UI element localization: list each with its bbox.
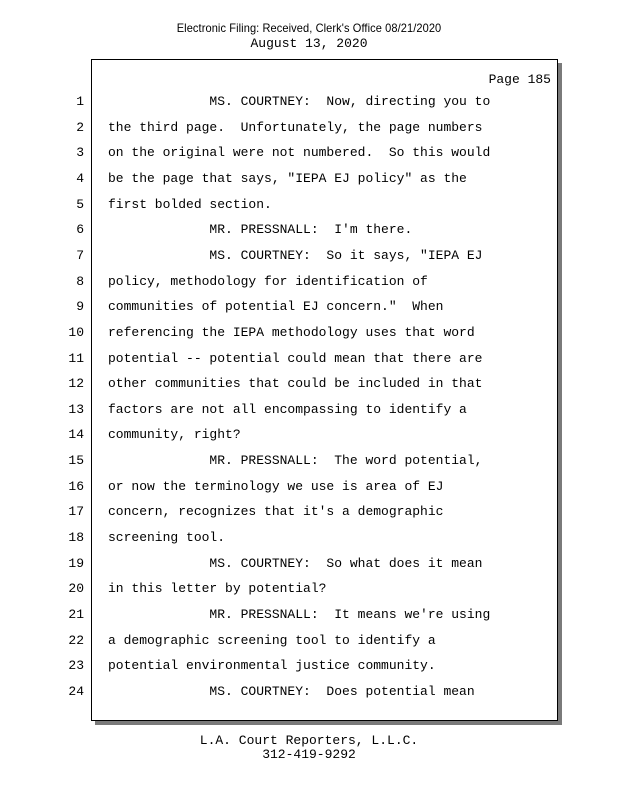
- transcript-line: [0, 528, 618, 548]
- transcript-line: [0, 502, 618, 522]
- line-text: MS. COURTNEY: So what does it mean: [108, 555, 483, 571]
- line-text: communities of potential EJ concern." When: [108, 299, 444, 315]
- line-text: the third page. Unfortunately, the page numbers: [108, 119, 483, 135]
- transcript-line: [0, 272, 618, 292]
- line-number: 19: [68, 555, 84, 571]
- line-text: community, right?: [108, 427, 241, 443]
- transcript-line: [0, 451, 618, 471]
- line-number: 7: [76, 247, 84, 263]
- line-text: concern, recognizes that it's a demographic: [108, 504, 444, 520]
- transcript-line: [0, 246, 618, 266]
- line-number: 24: [68, 683, 84, 699]
- transcript-line: [0, 374, 618, 394]
- line-text: other communities that could be included in that: [108, 376, 483, 392]
- line-number: 22: [68, 632, 84, 648]
- line-number: 15: [68, 453, 84, 469]
- transcript-line: [0, 143, 618, 163]
- transcript-date: August 13, 2020: [250, 36, 368, 51]
- line-text: referencing the IEPA methodology uses that word: [108, 324, 475, 340]
- footer-phone: 312-419-9292: [262, 747, 356, 762]
- transcript-line: [0, 631, 618, 651]
- line-number: 16: [68, 478, 84, 494]
- transcript-line: [0, 579, 618, 599]
- line-text: potential environmental justice community.: [108, 658, 436, 674]
- transcript-line: [0, 92, 618, 112]
- line-text: a demographic screening tool to identify a: [108, 632, 436, 648]
- transcript-line: [0, 400, 618, 420]
- transcript-line: [0, 220, 618, 240]
- line-text: MR. PRESSNALL: It means we're using: [108, 607, 491, 622]
- filing-stamp: Electronic Filing: Received, Clerk's Office 08/21/2020: [176, 21, 442, 35]
- line-number: 18: [68, 530, 84, 546]
- line-number: 20: [68, 581, 84, 597]
- line-text: policy, methodology for identification of: [108, 273, 428, 289]
- transcript-line: [0, 323, 618, 343]
- line-text: MS. COURTNEY: Now, directing you to: [108, 94, 491, 109]
- footer-company: L.A. Court Reporters, L.L.C.: [199, 733, 419, 748]
- line-number: 13: [68, 401, 84, 417]
- transcript-line: [0, 297, 618, 317]
- line-text: first bolded section.: [108, 196, 272, 212]
- line-number: 6: [76, 222, 84, 238]
- line-text: in this letter by potential?: [108, 581, 327, 597]
- line-number: 23: [68, 658, 84, 674]
- line-text: MS. COURTNEY: So it says, "IEPA EJ: [108, 247, 483, 263]
- line-number: 21: [68, 607, 84, 622]
- line-text: MR. PRESSNALL: I'm there.: [108, 222, 413, 238]
- line-text: factors are not all encompassing to identify a: [108, 401, 467, 417]
- transcript-line: [0, 656, 618, 676]
- line-number: 9: [76, 299, 84, 315]
- transcript-line: [0, 425, 618, 445]
- transcript-line: [0, 349, 618, 369]
- line-text: on the original were not numbered. So this would: [108, 145, 491, 161]
- line-number: 17: [68, 504, 84, 520]
- line-number: 2: [76, 119, 84, 135]
- line-number: 4: [76, 170, 84, 186]
- transcript-line: [0, 169, 618, 189]
- line-number: 5: [76, 196, 84, 212]
- transcript-line: [0, 118, 618, 138]
- transcript-line: [0, 554, 618, 574]
- transcript-line: [0, 605, 618, 625]
- line-number: 1: [76, 94, 84, 109]
- line-text: MS. COURTNEY: Does potential mean: [108, 683, 475, 699]
- line-number: 8: [76, 273, 84, 289]
- line-number: 3: [76, 145, 84, 161]
- transcript-line: [0, 682, 618, 702]
- line-text: be the page that says, "IEPA EJ policy" as the: [108, 170, 467, 186]
- line-number: 14: [68, 427, 84, 443]
- transcript-line: [0, 195, 618, 215]
- line-text: potential -- potential could mean that there are: [108, 350, 483, 366]
- line-number: 10: [68, 324, 84, 340]
- line-text: or now the terminology we use is area of EJ: [108, 478, 444, 494]
- page-number: Page 185: [488, 72, 551, 87]
- line-text: MR. PRESSNALL: The word potential,: [108, 453, 483, 469]
- line-number: 12: [68, 376, 84, 392]
- line-number: 11: [68, 350, 84, 366]
- line-text: screening tool.: [108, 530, 226, 546]
- transcript-line: [0, 477, 618, 497]
